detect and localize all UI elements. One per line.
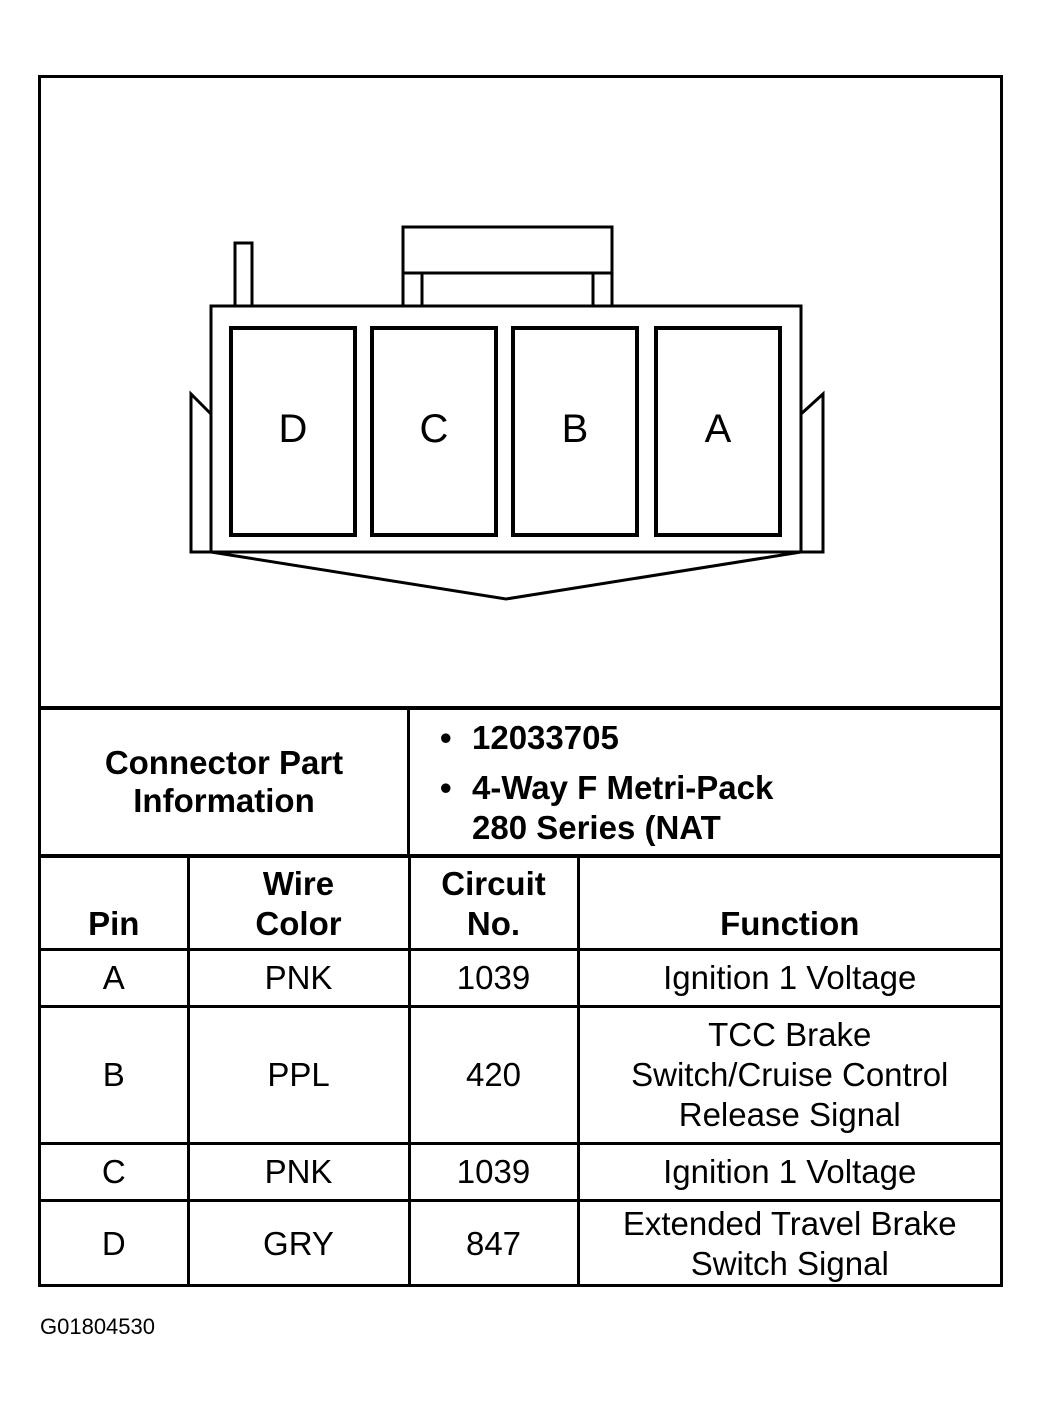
part-info-label [41,710,410,854]
connector-figure-frame [38,75,1003,1287]
connector-description-line1: 4-Way F Metri-Pack [472,769,774,806]
table-row [41,1201,1000,1287]
connector-bottom-chevron [211,552,801,599]
pin-label-a: A [704,407,732,451]
connector-drawing [41,78,1000,708]
pin-label-d: D [278,407,308,451]
bullet-icon: • [440,719,452,756]
wire-color-cell: GRY [188,1201,409,1287]
circuit-cell: 420 [409,1007,578,1144]
header-wire-color: Wire Color [188,856,409,950]
pin-cell: B [41,1007,188,1144]
part-number: 12033705 [472,719,619,756]
part-info-details [410,710,1000,854]
function-cell: Extended Travel Brake Switch Signal [578,1201,1000,1287]
connector-face-diagram [41,78,1000,708]
pin-label-c: C [419,407,449,451]
pin-cell: C [41,1144,188,1201]
wire-color-cell: PNK [188,950,409,1007]
figure-id: G01804530 [40,1314,155,1339]
pin-cell: D [41,1201,188,1287]
table-row [41,1144,1000,1201]
part-number-item [440,718,619,758]
function-cell: Ignition 1 Voltage [578,950,1000,1007]
circuit-cell: 1039 [409,950,578,1007]
right-latch [801,394,823,552]
left-latch [191,394,211,552]
table-row [41,1007,1000,1144]
wire-color-cell: PPL [188,1007,409,1144]
header-circuit-no: Circuit No. [409,856,578,950]
header-pin: Pin [41,856,188,950]
circuit-cell: 847 [409,1201,578,1287]
function-cell: Ignition 1 Voltage [578,1144,1000,1201]
connector-part-info [41,706,1000,854]
pinout-table [41,854,1000,1286]
table-row [41,950,1000,1007]
bullet-icon: • [440,769,452,806]
pin-label-b: B [561,407,589,451]
header-function: Function [578,856,1000,950]
function-cell: TCC Brake Switch/Cruise Control Release Signal [578,1007,1000,1144]
connector-description-item [440,768,774,848]
wire-color-cell: PNK [188,1144,409,1201]
pin-cell: A [41,950,188,1007]
connector-body [211,306,801,413]
connector-description-line2: 280 Series (NAT [472,809,721,846]
connector-key-post [235,243,252,306]
connector-lock-tab [403,227,612,306]
part-info-label-line1: Connector Part [104,744,344,781]
circuit-cell: 1039 [409,1144,578,1201]
pinout-header-row [41,856,1000,950]
part-info-label-line2: Information [133,782,315,819]
